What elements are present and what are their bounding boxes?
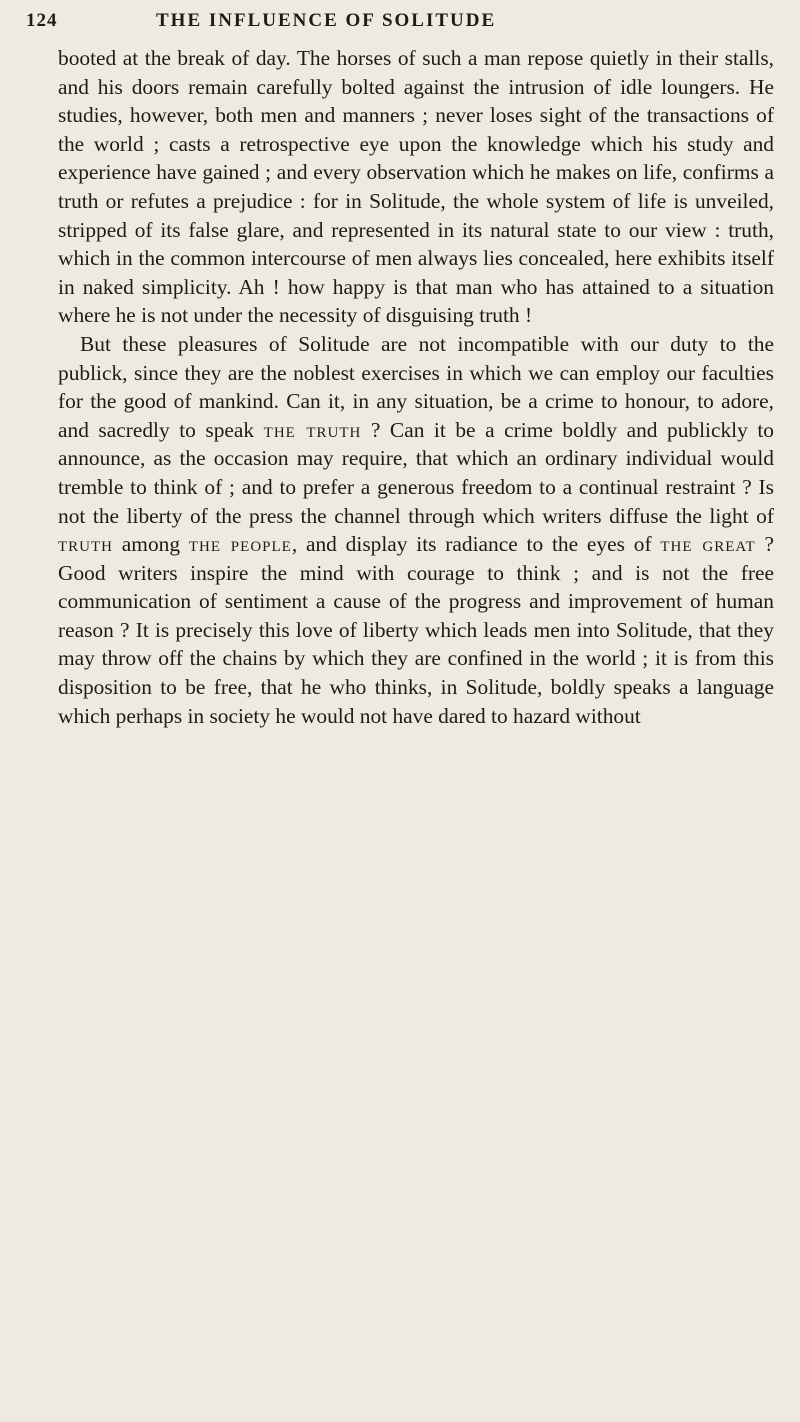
- running-title: THE INFLUENCE OF SOLITUDE: [156, 10, 497, 31]
- text-run: among: [113, 532, 189, 557]
- text-run: ? Can it be a crime boldly and publickly to announce, as the occasion may require, that which an ordinary individual would tremble to think of ; and to prefer a generous freedom to a continual restraint ? Is not the liberty of the press the channel through which writers diffuse the light of: [58, 417, 774, 528]
- body-text: [58, 44, 774, 730]
- text-run: ? Good writers inspire the mind with courage to think ; and is not the free communication of sentiment a cause of the progress and improvement of human reason ? It is precisely this love of liberty which leads men into Solitude, that they may throw off the chains by which they are confined in the world ; it is from this disposition to be free, that he who thinks, in Solitude, boldly speaks a language which perhaps in society he would not have dared to hazard without: [58, 532, 775, 728]
- text-run: But these pleasures of Solitude are not incompatible with our duty to the publick, since they are the noblest exercises in which we can employ our faculties for the good of mankind. Can it, in any situation, be a crime to honour, to adore, and sacredly to speak: [58, 331, 774, 442]
- paragraph-2: [58, 330, 774, 730]
- small-caps-phrase: the great: [660, 532, 756, 557]
- small-caps-phrase: truth: [58, 532, 113, 557]
- page-number: 124: [26, 10, 58, 31]
- small-caps-phrase: the truth: [263, 417, 362, 442]
- paragraph-1: [58, 44, 774, 330]
- small-caps-phrase: the people: [188, 532, 292, 557]
- text-run: , and display its radiance to the eyes of: [291, 532, 661, 557]
- text-run: booted at the break of day. The horses of such a man repose quietly in their stalls, and his doors remain carefully bolted against the intrusion of idle loungers. He studies, however, both men and manners ; never loses sight of the transactions of the world ; casts a retrospective eye upon the knowledge which his study and experience have gained ; and every observation which he makes on life, confirms a truth or refutes a prejudice : for in Solitude, the whole system of life is unveiled, stripped of its false glare, and represented in its natural state to our view : truth, which in the common intercourse of men always lies concealed, here exhibits itself in naked simplicity. Ah ! how happy is that man who has attained to a situation where he is not under the necessity of disguising truth !: [58, 46, 774, 328]
- page-header: [26, 10, 774, 38]
